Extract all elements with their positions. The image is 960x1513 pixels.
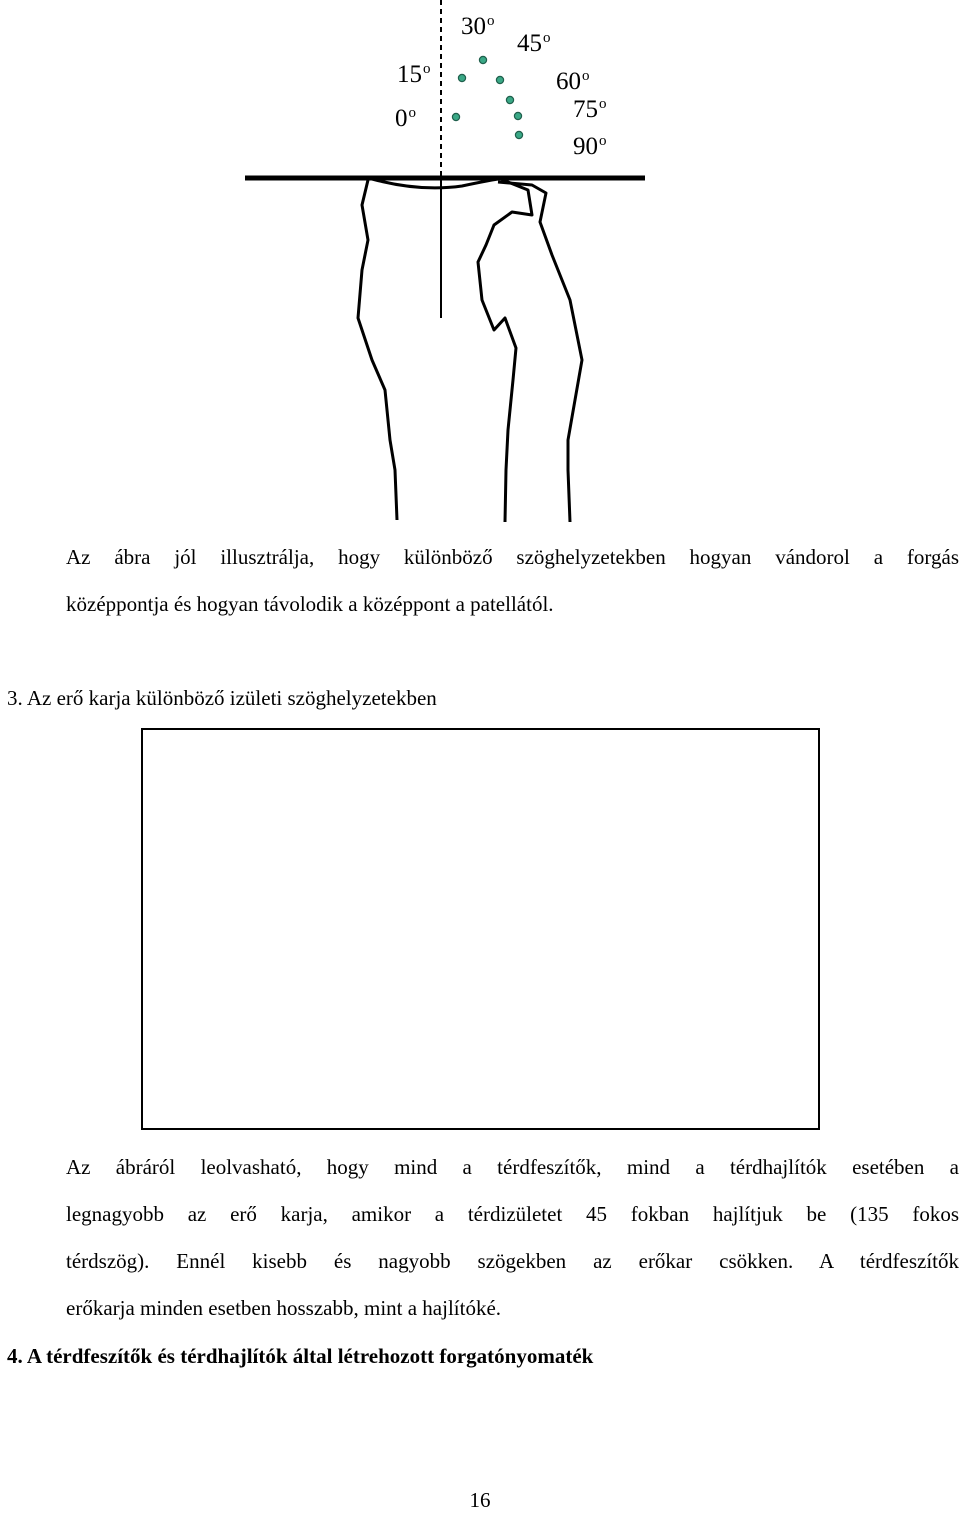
rotation-center-dot xyxy=(514,112,521,119)
angle-label-30: 30$^o$ xyxy=(461,13,495,40)
section-3-heading: 3. Az erő karja különböző izületi szöghelyzetekben xyxy=(7,686,437,710)
angle-label-75: 75$^o$ xyxy=(573,96,607,123)
section-4-heading: 4. A térdfeszítők és térdhajlítók által létrehozott forgatónyomaték xyxy=(7,1344,594,1368)
paragraph-2-line-3: térdszög). Ennél kisebb és nagyobb szögekben az erőkar csökken. A térdfeszítők xyxy=(66,1249,959,1273)
rotation-center-dot xyxy=(506,96,513,103)
page-number: 16 xyxy=(469,1488,491,1512)
angle-label-90: 90$^o$ xyxy=(573,133,607,160)
rotation-center-dot xyxy=(496,76,503,83)
fibula-outline xyxy=(478,178,532,522)
paragraph-1-line-1: Az ábra jól illusztrálja, hogy különböző szöghelyzetekben hogyan vándorol a forgás xyxy=(66,545,959,569)
rotation-center-dot xyxy=(458,74,465,81)
rotation-center-dot xyxy=(515,131,522,138)
angle-label-15: 15$^o$ xyxy=(397,61,431,88)
angle-label-60: 60$^o$ xyxy=(556,68,590,95)
tibia-outline xyxy=(358,180,397,520)
knee-drawing xyxy=(0,0,960,530)
bone-right-outline xyxy=(498,182,582,522)
rotation-center-dot xyxy=(452,113,459,120)
paragraph-2-line-1: Az ábráról leolvasható, hogy mind a térdfeszítők, mind a térdhajlítók esetében a xyxy=(66,1155,959,1179)
paragraph-2-line-2: legnagyobb az erő karja, amikor a térdizületet 45 fokban hajlítjuk be (135 fokos xyxy=(66,1202,959,1226)
rotation-center-dot xyxy=(479,56,486,63)
paragraph-2-line-4: erőkarja minden esetben hosszabb, mint a hajlítóké. xyxy=(66,1296,502,1320)
angle-label-0: 0$^o$ xyxy=(395,105,416,132)
paragraph-1-line-2: középpontja és hogyan távolodik a középpont a patellától. xyxy=(66,592,554,616)
angle-label-45: 45$^o$ xyxy=(517,30,551,57)
knee-diagram xyxy=(0,0,960,530)
figure-placeholder-box xyxy=(141,728,820,1130)
rotation-center-dots xyxy=(452,56,522,138)
